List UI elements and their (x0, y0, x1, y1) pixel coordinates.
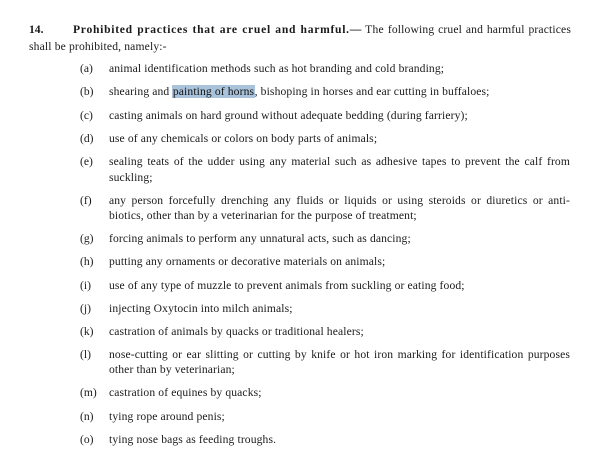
clause-text: putting any ornaments or decorative materials on animals; (109, 255, 386, 269)
clause-text: castration of animals by quacks or traditional healers; (109, 324, 364, 338)
clause-text: sealing teats of the udder using any material such as adhesive tapes to prevent the calf from suckling; (109, 154, 570, 184)
clause-marker: (a) (80, 62, 93, 76)
list-item (29, 131, 585, 147)
list-item (29, 231, 585, 247)
list-item (29, 154, 585, 185)
list-item (29, 254, 585, 270)
clause-marker: (g) (80, 232, 94, 246)
clause-text-before-highlight: shearing and (109, 85, 173, 99)
list-item (29, 84, 585, 100)
clause-marker: (j) (80, 301, 91, 315)
clause-marker: (k) (80, 324, 94, 338)
list-item (29, 61, 585, 77)
section-body-lead: The (361, 23, 388, 36)
clause-text: forcing animals to perform any unnatural acts, such as dancing; (109, 232, 411, 246)
section-paragraph (29, 22, 585, 55)
section-em-dash: — (349, 23, 362, 36)
list-item (29, 409, 585, 425)
clause-text: any person forcefully drenching any fluids or liquids or using steroids or diuretics or anti-biotics, other than by a veterinarian for the purpose of treatment; (109, 193, 570, 223)
clause-text: use of any chemicals or colors on body parts of animals; (109, 131, 378, 145)
clause-marker: (m) (80, 386, 97, 400)
list-item (29, 278, 585, 294)
section-heading: Prohibited practices that are cruel and harmful. (73, 23, 350, 36)
list-item (29, 432, 585, 448)
list-item (29, 324, 585, 340)
section-number: 14. (29, 23, 44, 36)
clause-text: use of any type of muzzle to prevent animals from suckling or eating food; (109, 278, 465, 292)
prohibited-practices-list (29, 61, 585, 447)
clause-marker: (f) (80, 193, 92, 207)
clause-marker: (o) (80, 432, 94, 446)
selected-text-highlight[interactable]: painting of horns (172, 85, 255, 99)
clause-marker: (h) (80, 255, 94, 269)
clause-text: injecting Oxytocin into milch animals; (109, 301, 293, 315)
section-body-text: following cruel and harmful practices shall be prohibited, namely:- (29, 23, 571, 53)
clause-text: tying rope around penis; (109, 409, 225, 423)
list-item (29, 108, 585, 124)
clause-marker: (c) (80, 108, 93, 122)
clause-text: castration of equines by quacks; (109, 386, 262, 400)
clause-text: animal identification methods such as hot branding and cold branding; (109, 62, 445, 76)
list-item (29, 385, 585, 401)
clause-text: nose-cutting or ear slitting or cutting by knife or hot iron marking for identification purposes other than by veterinarian; (109, 348, 570, 377)
clause-marker: (e) (80, 154, 93, 168)
clause-text (109, 84, 570, 100)
clause-text: tying nose bags as feeding troughs. (109, 432, 277, 446)
clause-text: casting animals on hard ground without adequate bedding (during farriery); (109, 108, 468, 122)
clause-text-after-highlight: , bishoping in horses and ear cutting in buffaloes; (254, 85, 490, 99)
clause-marker: (n) (80, 409, 94, 423)
list-item (29, 347, 585, 378)
list-item (29, 193, 585, 224)
clause-marker: (d) (80, 131, 94, 145)
clause-marker: (i) (80, 278, 91, 292)
list-item (29, 301, 585, 317)
clause-marker: (l) (80, 348, 91, 362)
clause-marker: (b) (80, 85, 94, 99)
